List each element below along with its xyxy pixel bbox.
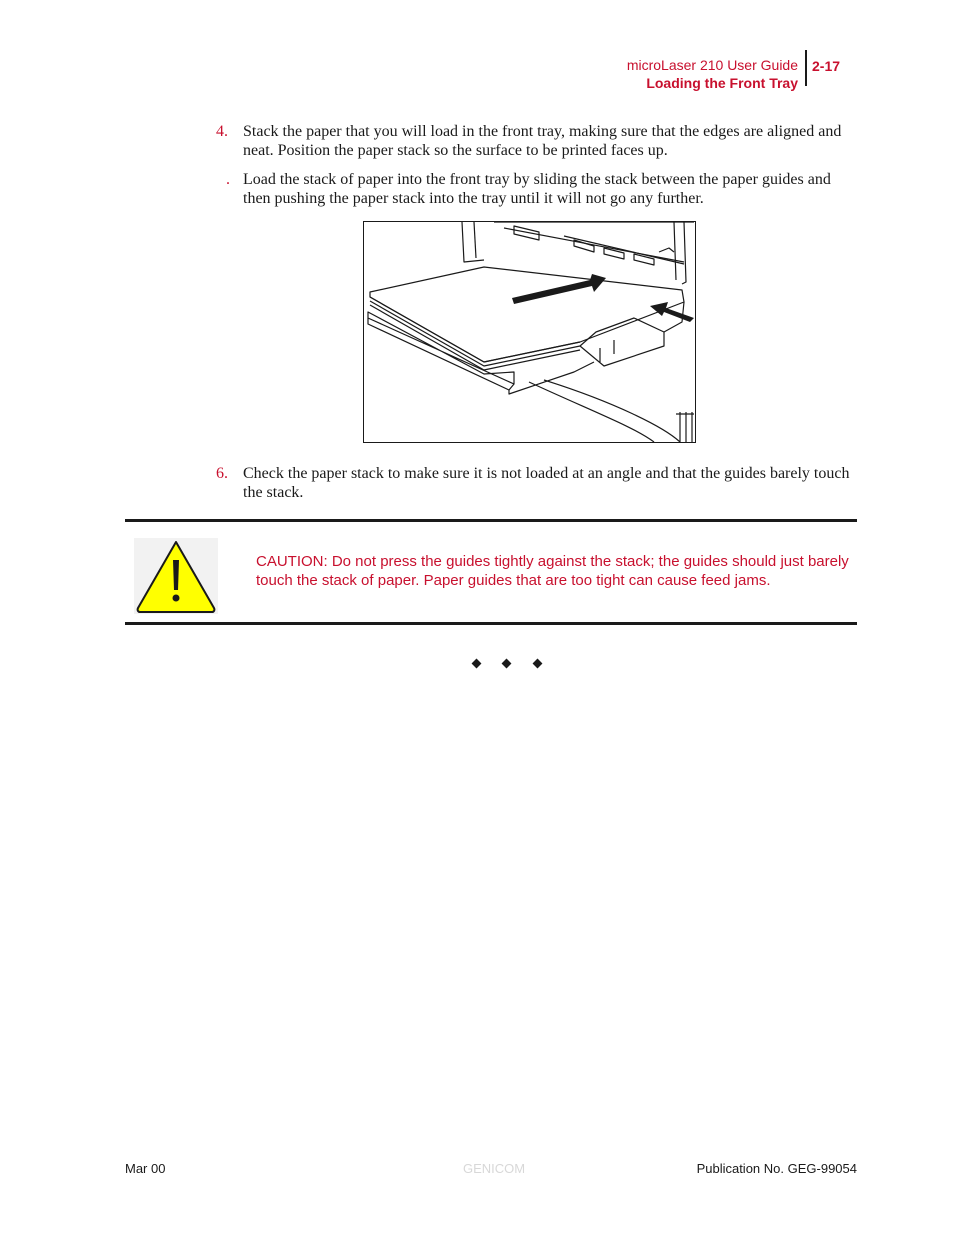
step-item xyxy=(216,170,856,208)
header-divider xyxy=(805,50,807,86)
caution-message: CAUTION: Do not press the guides tightly against the stack; the guides should just barely touch the stack of paper. Paper guides that are too tight can cause feed jams. xyxy=(256,553,849,589)
step-text: Stack the paper that you will load in the front tray, making sure that the edges are aligned and neat. Position the paper stack so the surface to be printed faces up. xyxy=(243,123,842,159)
section-title: Loading the Front Tray xyxy=(646,75,798,91)
footer-date: Mar 00 xyxy=(125,1161,166,1176)
footer-brand: GENICOM xyxy=(463,1161,526,1176)
step-text: Load the stack of paper into the front tray by sliding the stack between the paper guides and then pushing the paper stack into the tray until it will not go any further. xyxy=(243,171,831,207)
diamond-icon xyxy=(533,659,543,669)
step-item xyxy=(216,122,856,160)
document-title: microLaser 210 User Guide xyxy=(626,57,798,73)
diamond-icon xyxy=(472,659,482,669)
diamond-icon xyxy=(502,659,512,669)
page-number: 2-17 xyxy=(812,58,841,74)
step-number: . xyxy=(226,171,230,188)
warning-triangle-icon xyxy=(134,538,218,614)
footer-publication: Publication No. GEG-99054 xyxy=(696,1161,857,1176)
caution-bottom-rule xyxy=(125,622,857,625)
step-text: Check the paper stack to make sure it is not loaded at an angle and that the guides barely touch the stack. xyxy=(243,465,850,501)
step-number: 6. xyxy=(216,465,228,482)
tray-drawing xyxy=(364,222,695,442)
step-item xyxy=(216,464,856,502)
caution-top-rule xyxy=(125,519,857,522)
step-number: 4. xyxy=(216,123,228,140)
section-end-ornament xyxy=(470,660,550,674)
running-header xyxy=(627,56,798,92)
front-tray-illustration xyxy=(363,221,696,443)
